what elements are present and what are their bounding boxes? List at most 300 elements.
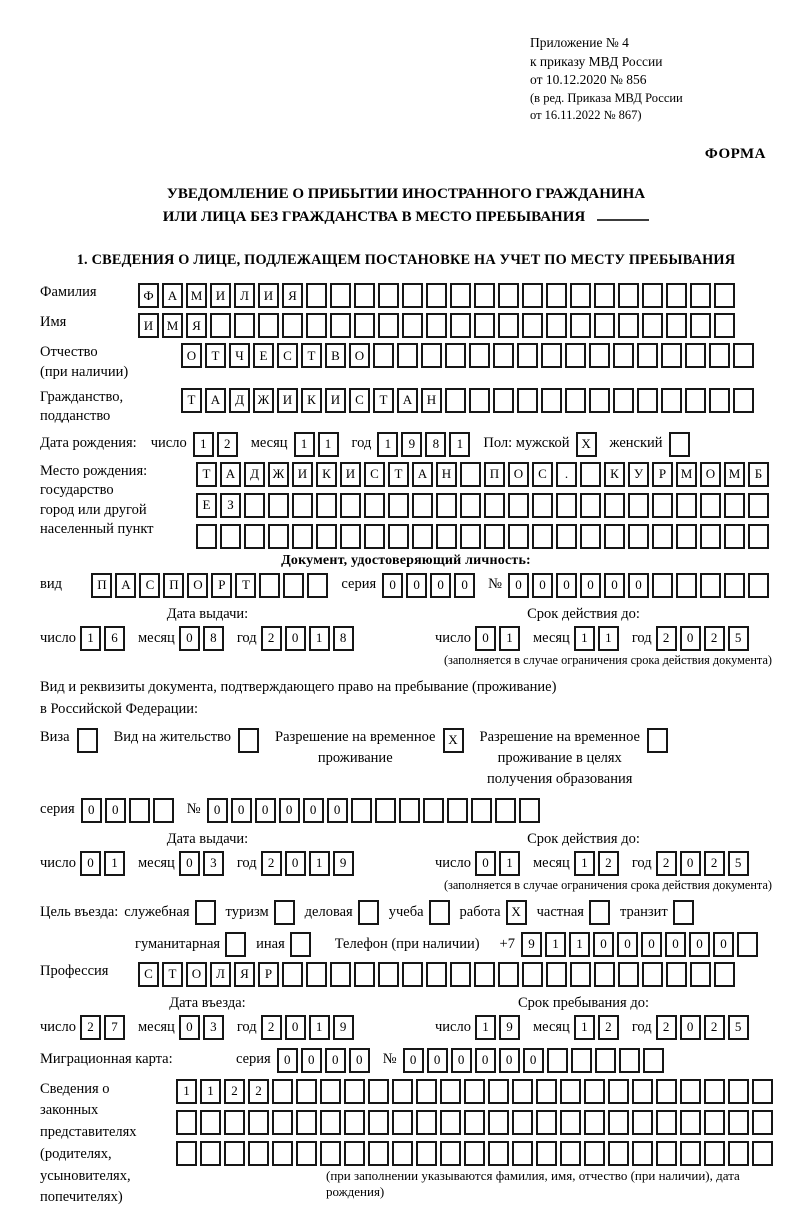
char-cell-filled[interactable]: 0 [680,851,701,876]
char-cell-empty[interactable] [618,313,639,338]
char-cell-empty[interactable] [508,524,529,549]
surname-cells[interactable] [138,283,738,308]
char-cell-empty[interactable] [220,524,241,549]
doc-series-cells[interactable] [382,573,478,598]
char-cell-empty[interactable] [589,343,610,368]
char-cell-empty[interactable] [628,524,649,549]
char-cell-empty[interactable] [656,1141,677,1166]
char-cell-filled[interactable]: Т [301,343,322,368]
char-cell-filled[interactable]: И [138,313,159,338]
char-cell-empty[interactable] [460,524,481,549]
char-cell-filled[interactable]: Л [210,962,231,987]
char-cell-empty[interactable] [200,1141,221,1166]
purpose-business-checkbox[interactable] [358,900,382,925]
char-cell-filled[interactable]: 1 [475,1015,496,1040]
char-cell-filled[interactable]: 1 [309,851,330,876]
char-cell-empty[interactable] [412,493,433,518]
entry-day-cells[interactable] [80,1015,128,1040]
char-cell-filled[interactable]: 0 [508,573,529,598]
purpose-business[interactable]: деловая [305,900,382,925]
char-cell-filled[interactable]: 5 [728,851,749,876]
char-cell-empty[interactable] [748,573,769,598]
char-cell-empty[interactable] [580,462,601,487]
char-cell-empty[interactable] [344,1141,365,1166]
char-cell-empty[interactable] [368,1141,389,1166]
char-cell-empty[interactable] [724,493,745,518]
char-cell-filled[interactable]: М [724,462,745,487]
char-cell-filled[interactable]: 1 [104,851,125,876]
char-cell-empty[interactable] [429,900,450,925]
char-cell-filled[interactable]: С [364,462,385,487]
char-cell-empty[interactable] [522,313,543,338]
char-cell-filled[interactable]: П [484,462,505,487]
visa-option[interactable] [40,727,101,753]
char-cell-empty[interactable] [685,343,706,368]
char-cell-empty[interactable] [77,728,98,753]
char-cell-filled[interactable]: 0 [680,1015,701,1040]
char-cell-filled[interactable]: И [292,462,313,487]
char-cell-filled[interactable]: 0 [593,932,614,957]
char-cell-filled[interactable]: 1 [200,1079,221,1104]
char-cell-filled[interactable]: 2 [704,1015,725,1040]
char-cell-empty[interactable] [272,1141,293,1166]
char-cell-filled[interactable]: 2 [80,1015,101,1040]
char-cell-empty[interactable] [416,1141,437,1166]
char-cell-empty[interactable] [196,524,217,549]
char-cell-empty[interactable] [368,1079,389,1104]
char-cell-empty[interactable] [595,1048,616,1073]
char-cell-empty[interactable] [378,313,399,338]
char-cell-filled[interactable]: С [139,573,160,598]
char-cell-empty[interactable] [676,573,697,598]
char-cell-empty[interactable] [685,388,706,413]
representatives-cells-3[interactable] [176,1141,776,1166]
char-cell-filled[interactable]: 0 [327,798,348,823]
char-cell-filled[interactable]: О [187,573,208,598]
char-cell-empty[interactable] [498,962,519,987]
char-cell-filled[interactable]: 9 [521,932,542,957]
char-cell-filled[interactable]: 0 [179,1015,200,1040]
char-cell-filled[interactable]: Н [421,388,442,413]
char-cell-filled[interactable]: 0 [617,932,638,957]
char-cell-empty[interactable] [589,900,610,925]
char-cell-filled[interactable]: 0 [81,798,102,823]
char-cell-empty[interactable] [580,493,601,518]
char-cell-empty[interactable] [571,1048,592,1073]
char-cell-empty[interactable] [469,388,490,413]
char-cell-empty[interactable] [402,313,423,338]
char-cell-filled[interactable]: Е [253,343,274,368]
char-cell-filled[interactable]: 0 [285,1015,306,1040]
char-cell-empty[interactable] [316,524,337,549]
purpose-other-checkbox[interactable] [290,932,314,957]
char-cell-empty[interactable] [637,388,658,413]
char-cell-empty[interactable] [613,388,634,413]
char-cell-filled[interactable]: 0 [179,626,200,651]
char-cell-empty[interactable] [450,962,471,987]
sex-male-checkbox[interactable] [576,432,600,457]
char-cell-filled[interactable]: 1 [176,1079,197,1104]
char-cell-empty[interactable] [673,900,694,925]
char-cell-empty[interactable] [704,1079,725,1104]
purpose-transit[interactable]: транзит [620,900,697,925]
char-cell-empty[interactable] [320,1110,341,1135]
char-cell-empty[interactable] [565,343,586,368]
char-cell-filled[interactable]: 0 [403,1048,424,1073]
profession-cells[interactable] [138,962,738,987]
char-cell-empty[interactable] [632,1141,653,1166]
residence-permit-option[interactable] [114,727,262,753]
char-cell-empty[interactable] [268,493,289,518]
char-cell-empty[interactable] [292,493,313,518]
char-cell-empty[interactable] [244,524,265,549]
char-cell-empty[interactable] [536,1079,557,1104]
char-cell-filled[interactable]: М [676,462,697,487]
char-cell-filled[interactable]: 7 [104,1015,125,1040]
temp-residence-edu-checkbox[interactable] [647,728,671,753]
char-cell-empty[interactable] [330,962,351,987]
char-cell-empty[interactable] [676,524,697,549]
char-cell-empty[interactable] [330,313,351,338]
char-cell-empty[interactable] [680,1110,701,1135]
char-cell-empty[interactable] [666,313,687,338]
char-cell-filled[interactable]: Ж [268,462,289,487]
char-cell-empty[interactable] [392,1110,413,1135]
char-cell-empty[interactable] [728,1141,749,1166]
char-cell-empty[interactable] [399,798,420,823]
char-cell-empty[interactable] [447,798,468,823]
char-cell-filled[interactable]: 1 [294,432,315,457]
char-cell-empty[interactable] [488,1141,509,1166]
char-cell-filled[interactable]: О [700,462,721,487]
char-cell-filled[interactable]: О [186,962,207,987]
char-cell-empty[interactable] [340,524,361,549]
char-cell-empty[interactable] [522,962,543,987]
char-cell-filled[interactable]: А [162,283,183,308]
char-cell-filled[interactable]: Л [234,283,255,308]
char-cell-filled[interactable]: X [576,432,597,457]
purpose-work-checkbox[interactable] [506,900,530,925]
birth-month-cells[interactable] [294,432,342,457]
char-cell-empty[interactable] [320,1079,341,1104]
char-cell-filled[interactable]: 0 [499,1048,520,1073]
char-cell-filled[interactable]: 0 [255,798,276,823]
mc-series-cells[interactable] [277,1048,373,1073]
char-cell-empty[interactable] [541,343,562,368]
char-cell-empty[interactable] [493,343,514,368]
doc-number-cells[interactable] [508,573,772,598]
char-cell-empty[interactable] [272,1079,293,1104]
char-cell-empty[interactable] [594,313,615,338]
char-cell-filled[interactable]: 0 [303,798,324,823]
purpose-official-checkbox[interactable] [195,900,219,925]
char-cell-empty[interactable] [460,462,481,487]
res-valid-day-cells[interactable] [475,851,523,876]
char-cell-empty[interactable] [752,1110,773,1135]
valid-month-cells[interactable] [574,626,622,651]
char-cell-filled[interactable]: 0 [680,626,701,651]
char-cell-empty[interactable] [584,1079,605,1104]
char-cell-empty[interactable] [440,1141,461,1166]
char-cell-filled[interactable]: 1 [318,432,339,457]
char-cell-empty[interactable] [547,1048,568,1073]
char-cell-empty[interactable] [344,1079,365,1104]
char-cell-empty[interactable] [714,313,735,338]
char-cell-empty[interactable] [560,1079,581,1104]
purpose-other[interactable]: иная [256,932,314,957]
char-cell-empty[interactable] [436,524,457,549]
char-cell-filled[interactable]: Т [196,462,217,487]
char-cell-empty[interactable] [364,493,385,518]
char-cell-empty[interactable] [238,728,259,753]
char-cell-empty[interactable] [474,313,495,338]
char-cell-empty[interactable] [709,343,730,368]
res-valid-month-cells[interactable] [574,851,622,876]
char-cell-empty[interactable] [354,283,375,308]
char-cell-filled[interactable]: 0 [665,932,686,957]
char-cell-filled[interactable]: З [220,493,241,518]
char-cell-filled[interactable]: 0 [382,573,403,598]
char-cell-empty[interactable] [234,313,255,338]
char-cell-empty[interactable] [259,573,280,598]
purpose-tourism-checkbox[interactable] [274,900,298,925]
char-cell-empty[interactable] [392,1141,413,1166]
char-cell-empty[interactable] [484,524,505,549]
char-cell-empty[interactable] [584,1110,605,1135]
char-cell-filled[interactable]: Ф [138,283,159,308]
char-cell-empty[interactable] [560,1141,581,1166]
char-cell-filled[interactable]: Ч [229,343,250,368]
char-cell-empty[interactable] [546,962,567,987]
char-cell-empty[interactable] [412,524,433,549]
char-cell-filled[interactable]: С [277,343,298,368]
char-cell-filled[interactable]: И [277,388,298,413]
purpose-transit-checkbox[interactable] [673,900,697,925]
entry-month-cells[interactable] [179,1015,227,1040]
purpose-study-checkbox[interactable] [429,900,453,925]
birth-place-cells-1[interactable] [196,462,772,487]
purpose-tourism[interactable]: туризм [226,900,298,925]
birth-place-cells-2[interactable] [196,493,772,518]
char-cell-empty[interactable] [546,283,567,308]
char-cell-filled[interactable]: 0 [713,932,734,957]
res-issue-month-cells[interactable] [179,851,227,876]
char-cell-filled[interactable]: 1 [499,851,520,876]
temp-residence-edu-option[interactable] [480,727,671,790]
char-cell-empty[interactable] [519,798,540,823]
char-cell-filled[interactable]: 0 [349,1048,370,1073]
char-cell-empty[interactable] [421,343,442,368]
char-cell-empty[interactable] [656,1079,677,1104]
char-cell-empty[interactable] [714,962,735,987]
char-cell-filled[interactable]: 2 [261,851,282,876]
char-cell-filled[interactable]: А [397,388,418,413]
char-cell-filled[interactable]: 0 [475,851,496,876]
char-cell-empty[interactable] [129,798,150,823]
stay-day-cells[interactable] [475,1015,523,1040]
char-cell-empty[interactable] [661,343,682,368]
char-cell-empty[interactable] [728,1079,749,1104]
char-cell-filled[interactable]: В [325,343,346,368]
char-cell-empty[interactable] [224,1110,245,1135]
char-cell-empty[interactable] [613,343,634,368]
char-cell-filled[interactable]: 2 [598,851,619,876]
purpose-study[interactable]: учеба [389,900,453,925]
char-cell-filled[interactable]: А [220,462,241,487]
purpose-official[interactable]: служебная [124,900,218,925]
char-cell-empty[interactable] [589,388,610,413]
char-cell-filled[interactable]: И [325,388,346,413]
visa-checkbox[interactable] [77,728,101,753]
char-cell-filled[interactable]: 0 [279,798,300,823]
char-cell-empty[interactable] [594,962,615,987]
issue-day-cells[interactable] [80,626,128,651]
char-cell-empty[interactable] [652,573,673,598]
char-cell-filled[interactable]: 0 [641,932,662,957]
char-cell-filled[interactable]: О [181,343,202,368]
char-cell-filled[interactable]: К [301,388,322,413]
char-cell-empty[interactable] [388,524,409,549]
char-cell-empty[interactable] [296,1110,317,1135]
char-cell-empty[interactable] [464,1141,485,1166]
char-cell-empty[interactable] [517,343,538,368]
citizenship-cells[interactable] [181,388,757,413]
char-cell-filled[interactable]: . [556,462,577,487]
char-cell-empty[interactable] [517,388,538,413]
char-cell-empty[interactable] [354,962,375,987]
char-cell-empty[interactable] [306,313,327,338]
char-cell-filled[interactable]: 0 [430,573,451,598]
char-cell-empty[interactable] [748,493,769,518]
char-cell-empty[interactable] [474,962,495,987]
char-cell-empty[interactable] [210,313,231,338]
char-cell-empty[interactable] [584,1141,605,1166]
char-cell-empty[interactable] [652,524,673,549]
char-cell-empty[interactable] [272,1110,293,1135]
char-cell-filled[interactable]: 1 [569,932,590,957]
phone-cells[interactable] [521,932,761,957]
char-cell-empty[interactable] [493,388,514,413]
char-cell-filled[interactable]: Р [211,573,232,598]
char-cell-empty[interactable] [296,1141,317,1166]
char-cell-empty[interactable] [570,962,591,987]
sex-female-checkbox[interactable] [669,432,693,457]
char-cell-empty[interactable] [724,524,745,549]
temp-residence-option[interactable] [275,727,466,769]
name-cells[interactable] [138,313,738,338]
char-cell-empty[interactable] [200,1110,221,1135]
char-cell-filled[interactable]: 2 [656,626,677,651]
temp-residence-checkbox[interactable] [443,728,467,753]
char-cell-filled[interactable]: 0 [285,851,306,876]
char-cell-filled[interactable]: Т [388,462,409,487]
char-cell-filled[interactable]: О [508,462,529,487]
char-cell-empty[interactable] [680,1079,701,1104]
char-cell-empty[interactable] [402,283,423,308]
char-cell-empty[interactable] [618,962,639,987]
char-cell-empty[interactable] [628,493,649,518]
char-cell-empty[interactable] [248,1141,269,1166]
char-cell-empty[interactable] [752,1141,773,1166]
char-cell-empty[interactable] [258,313,279,338]
char-cell-filled[interactable]: 0 [105,798,126,823]
char-cell-filled[interactable]: X [443,728,464,753]
char-cell-empty[interactable] [643,1048,664,1073]
char-cell-empty[interactable] [604,493,625,518]
char-cell-empty[interactable] [464,1110,485,1135]
char-cell-filled[interactable]: 0 [325,1048,346,1073]
char-cell-empty[interactable] [546,313,567,338]
char-cell-filled[interactable]: Т [162,962,183,987]
char-cell-empty[interactable] [378,962,399,987]
char-cell-empty[interactable] [436,493,457,518]
char-cell-filled[interactable]: 1 [574,1015,595,1040]
char-cell-filled[interactable]: 0 [285,626,306,651]
char-cell-empty[interactable] [402,962,423,987]
char-cell-filled[interactable]: Т [235,573,256,598]
char-cell-empty[interactable] [488,1110,509,1135]
char-cell-empty[interactable] [661,388,682,413]
purpose-humanitarian-checkbox[interactable] [225,932,249,957]
char-cell-filled[interactable]: 2 [248,1079,269,1104]
char-cell-filled[interactable]: 9 [499,1015,520,1040]
char-cell-filled[interactable]: 1 [193,432,214,457]
char-cell-empty[interactable] [647,728,668,753]
char-cell-empty[interactable] [752,1079,773,1104]
char-cell-empty[interactable] [580,524,601,549]
char-cell-empty[interactable] [392,1079,413,1104]
char-cell-filled[interactable]: 9 [333,851,354,876]
char-cell-filled[interactable]: 0 [689,932,710,957]
char-cell-empty[interactable] [704,1110,725,1135]
char-cell-empty[interactable] [512,1079,533,1104]
birth-place-cells-3[interactable] [196,524,772,549]
char-cell-empty[interactable] [445,388,466,413]
char-cell-filled[interactable]: X [506,900,527,925]
char-cell-empty[interactable] [728,1110,749,1135]
char-cell-filled[interactable]: 2 [261,1015,282,1040]
char-cell-filled[interactable]: 5 [728,626,749,651]
char-cell-empty[interactable] [690,283,711,308]
char-cell-empty[interactable] [632,1079,653,1104]
char-cell-empty[interactable] [508,493,529,518]
char-cell-empty[interactable] [416,1110,437,1135]
stay-month-cells[interactable] [574,1015,622,1040]
char-cell-empty[interactable] [700,573,721,598]
char-cell-filled[interactable]: Н [436,462,457,487]
char-cell-filled[interactable]: 0 [406,573,427,598]
char-cell-filled[interactable]: 2 [704,851,725,876]
char-cell-empty[interactable] [700,524,721,549]
char-cell-filled[interactable]: 1 [574,851,595,876]
char-cell-filled[interactable]: 3 [203,851,224,876]
char-cell-empty[interactable] [416,1079,437,1104]
char-cell-empty[interactable] [570,313,591,338]
char-cell-filled[interactable]: 2 [598,1015,619,1040]
char-cell-filled[interactable]: С [349,388,370,413]
char-cell-empty[interactable] [426,283,447,308]
purpose-work[interactable]: работа X [460,900,530,925]
char-cell-empty[interactable] [733,388,754,413]
char-cell-filled[interactable]: М [162,313,183,338]
char-cell-empty[interactable] [283,573,304,598]
res-issue-year-cells[interactable] [261,851,357,876]
char-cell-empty[interactable] [450,283,471,308]
char-cell-empty[interactable] [669,432,690,457]
char-cell-filled[interactable]: 0 [451,1048,472,1073]
char-cell-filled[interactable]: 2 [656,851,677,876]
char-cell-empty[interactable] [195,900,216,925]
